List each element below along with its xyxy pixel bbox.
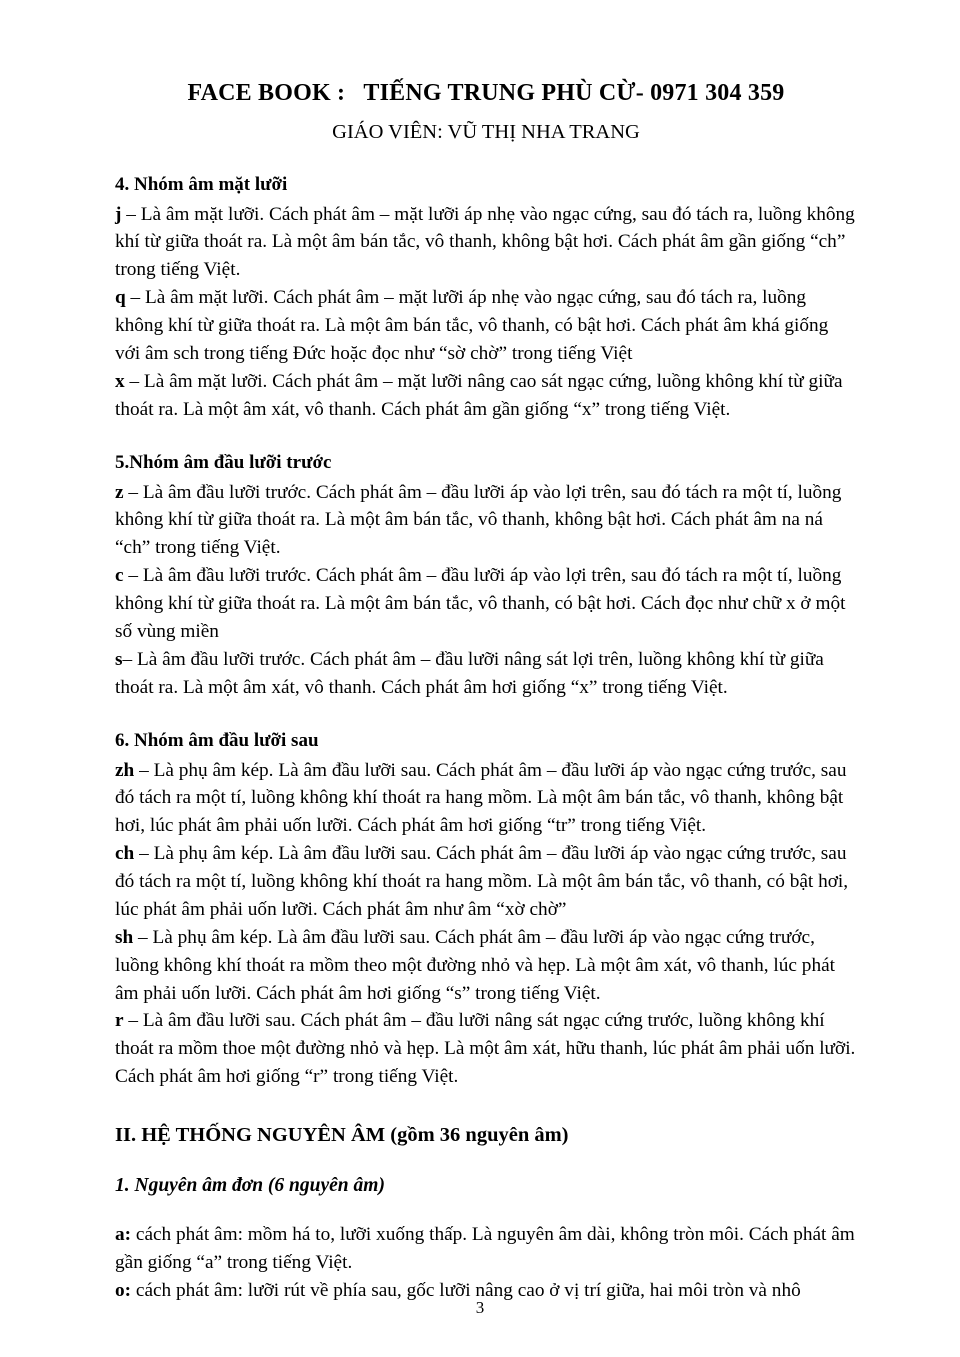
header-facebook-title: FACE BOOK : TIẾNG TRUNG PHÙ CỪ- 0971 304 359 xyxy=(187,80,785,106)
entry-r xyxy=(115,1007,857,1091)
entry-x xyxy=(115,368,857,424)
entry-x-text: – Là âm mặt lưỡi. Cách phát âm – mặt lưỡi nâng cao sát ngạc cứng, luồng không khí từ giữa thoát ra. Là một âm xát, vô thanh. Cách phát âm gần giống “x” trong tiếng Việt. xyxy=(115,370,843,420)
page-content xyxy=(115,0,857,1305)
entry-c xyxy=(115,562,857,646)
entry-q-lead: q xyxy=(115,287,126,309)
entry-zh xyxy=(115,757,857,841)
entry-q xyxy=(115,284,857,368)
entry-r-lead: r xyxy=(115,1010,124,1032)
subsection-1-nguyen-am-don-heading: 1. Nguyên âm đơn (6 nguyên âm) xyxy=(115,1174,385,1196)
section-4-heading: 4. Nhóm âm mặt lưỡi xyxy=(115,173,288,195)
entry-s xyxy=(115,646,857,702)
section-ii-heading: II. HỆ THỐNG NGUYÊN ÂM (gồm 36 nguyên âm) xyxy=(115,1124,569,1147)
entry-c-lead: c xyxy=(115,565,124,587)
entry-sh-lead: sh xyxy=(115,926,134,948)
page-number: 3 xyxy=(475,1298,485,1317)
entry-zh-text: – Là phụ âm kép. Là âm đầu lưỡi sau. Cách phát âm – đầu lưỡi áp vào ngạc cứng trước, sau đó tách ra một tí, luồng không khí thoát ra hang mồm. Là một âm bán tắc, vô thanh, không bật hơi, lúc phát âm phải uốn lưỡi. Cách phát âm hơi giống “tr” trong tiếng Việt. xyxy=(115,759,847,837)
entry-ch-lead: ch xyxy=(115,843,135,865)
entry-vowel-a-lead: a: xyxy=(115,1224,132,1246)
entry-ch xyxy=(115,840,857,924)
entry-vowel-a-text: cách phát âm: mồm há to, lưỡi xuống thấp. Là nguyên âm dài, không tròn môi. Cách phát âm gần giống “a” trong tiếng Việt. xyxy=(115,1224,855,1273)
entry-sh xyxy=(115,924,857,1008)
entry-z-text: – Là âm đầu lưỡi trước. Cách phát âm – đầu lưỡi áp vào lợi trên, sau đó tách ra một tí, luồng không khí từ giữa thoát ra. Là một âm bán tắc, vô thanh, không bật hơi. Cách phát âm na ná “ch” trong tiếng Việt. xyxy=(115,481,842,559)
section-ii-he-thong-nguyen-am xyxy=(115,1121,857,1305)
entry-j-lead: j xyxy=(115,203,122,225)
entry-x-lead: x xyxy=(115,370,125,392)
entry-s-text: – Là âm đầu lưỡi trước. Cách phát âm – đầu lưỡi nâng sát lợi trên, luồng không khí từ giữa thoát ra. Là một âm xát, vô thanh. Cách phát âm hơi giống “x” trong tiếng Việt. xyxy=(115,648,824,698)
section-5-nhom-am-dau-luoi-truoc xyxy=(115,450,857,702)
entry-z xyxy=(115,479,857,563)
section-6-heading: 6. Nhóm âm đầu lưỡi sau xyxy=(115,729,319,751)
entry-s-lead: s xyxy=(115,648,123,670)
entry-sh-text: – Là phụ âm kép. Là âm đầu lưỡi sau. Cách phát âm – đầu lưỡi áp vào ngạc cứng trước, luồng không khí thoát ra mồm theo một đường nhỏ và hẹp. Là một âm xát, vô thanh, lúc phát âm phải uốn lưỡi. Cách phát âm hơi giống “s” trong tiếng Việt. xyxy=(115,926,836,1004)
section-5-heading: 5.Nhóm âm đầu lưỡi trước xyxy=(115,451,332,473)
entry-zh-lead: zh xyxy=(115,759,135,781)
entry-ch-text: – Là phụ âm kép. Là âm đầu lưỡi sau. Cách phát âm – đầu lưỡi áp vào ngạc cứng trước, sau đó tách ra một tí, luồng không khí thoát ra hang mồm. Là một âm bán tắc, vô thanh, có bật hơi, lúc phát âm phải uốn lưỡi. Cách phát âm như âm “xờ chờ” xyxy=(115,843,849,920)
entry-r-text: – Là âm đầu lưỡi sau. Cách phát âm – đầu lưỡi nâng sát ngạc cứng trước, luồng không khí thoát ra mồm thoe một đường nhỏ và hẹp. Là một âm xát, hữu thanh, lúc phát âm phải uốn lưỡi. Cách phát âm hơi giống “r” trong tiếng Việt. xyxy=(115,1010,856,1088)
vowel-entries xyxy=(115,1221,857,1305)
entry-z-lead: z xyxy=(115,481,124,503)
entry-vowel-a xyxy=(115,1221,857,1277)
header-teacher-name: GIÁO VIÊN: VŨ THỊ NHA TRANG xyxy=(332,121,640,143)
entry-vowel-o-lead: o: xyxy=(115,1279,132,1301)
entry-q-text: – Là âm mặt lưỡi. Cách phát âm – mặt lưỡi áp nhẹ vào ngạc cứng, sau đó tách ra, luồng không khí từ giữa thoát ra. Là một âm bán tắc, vô thanh, có bật hơi. Cách phát âm khá giống với âm sch trong tiếng Đức hoặc đọc như “sờ chờ” trong tiếng Việt xyxy=(115,287,829,364)
entry-j-text: – Là âm mặt lưỡi. Cách phát âm – mặt lưỡi áp nhẹ vào ngạc cứng, sau đó tách ra, luồng không khí từ giữa thoát ra. Là một âm bán tắc, vô thanh, không bật hơi. Cách phát âm gần giống “ch” trong tiếng Việt. xyxy=(115,203,855,281)
entry-c-text: – Là âm đầu lưỡi trước. Cách phát âm – đầu lưỡi áp vào lợi trên, sau đó tách ra một tí, luồng không khí từ giữa thoát ra. Là một âm bán tắc, vô thanh, có bật hơi. Cách đọc như chữ x ở một số vùng miền xyxy=(115,565,846,642)
entry-vowel-o-text: cách phát âm: lưỡi rút về phía sau, gốc lưỡi nâng cao ở vị trí giữa, hai môi tròn và nhô xyxy=(131,1279,801,1301)
section-4-nhom-am-mat-luoi xyxy=(115,172,857,424)
entry-j xyxy=(115,201,857,285)
section-6-nhom-am-dau-luoi-sau xyxy=(115,728,857,1091)
document-header xyxy=(115,0,857,146)
